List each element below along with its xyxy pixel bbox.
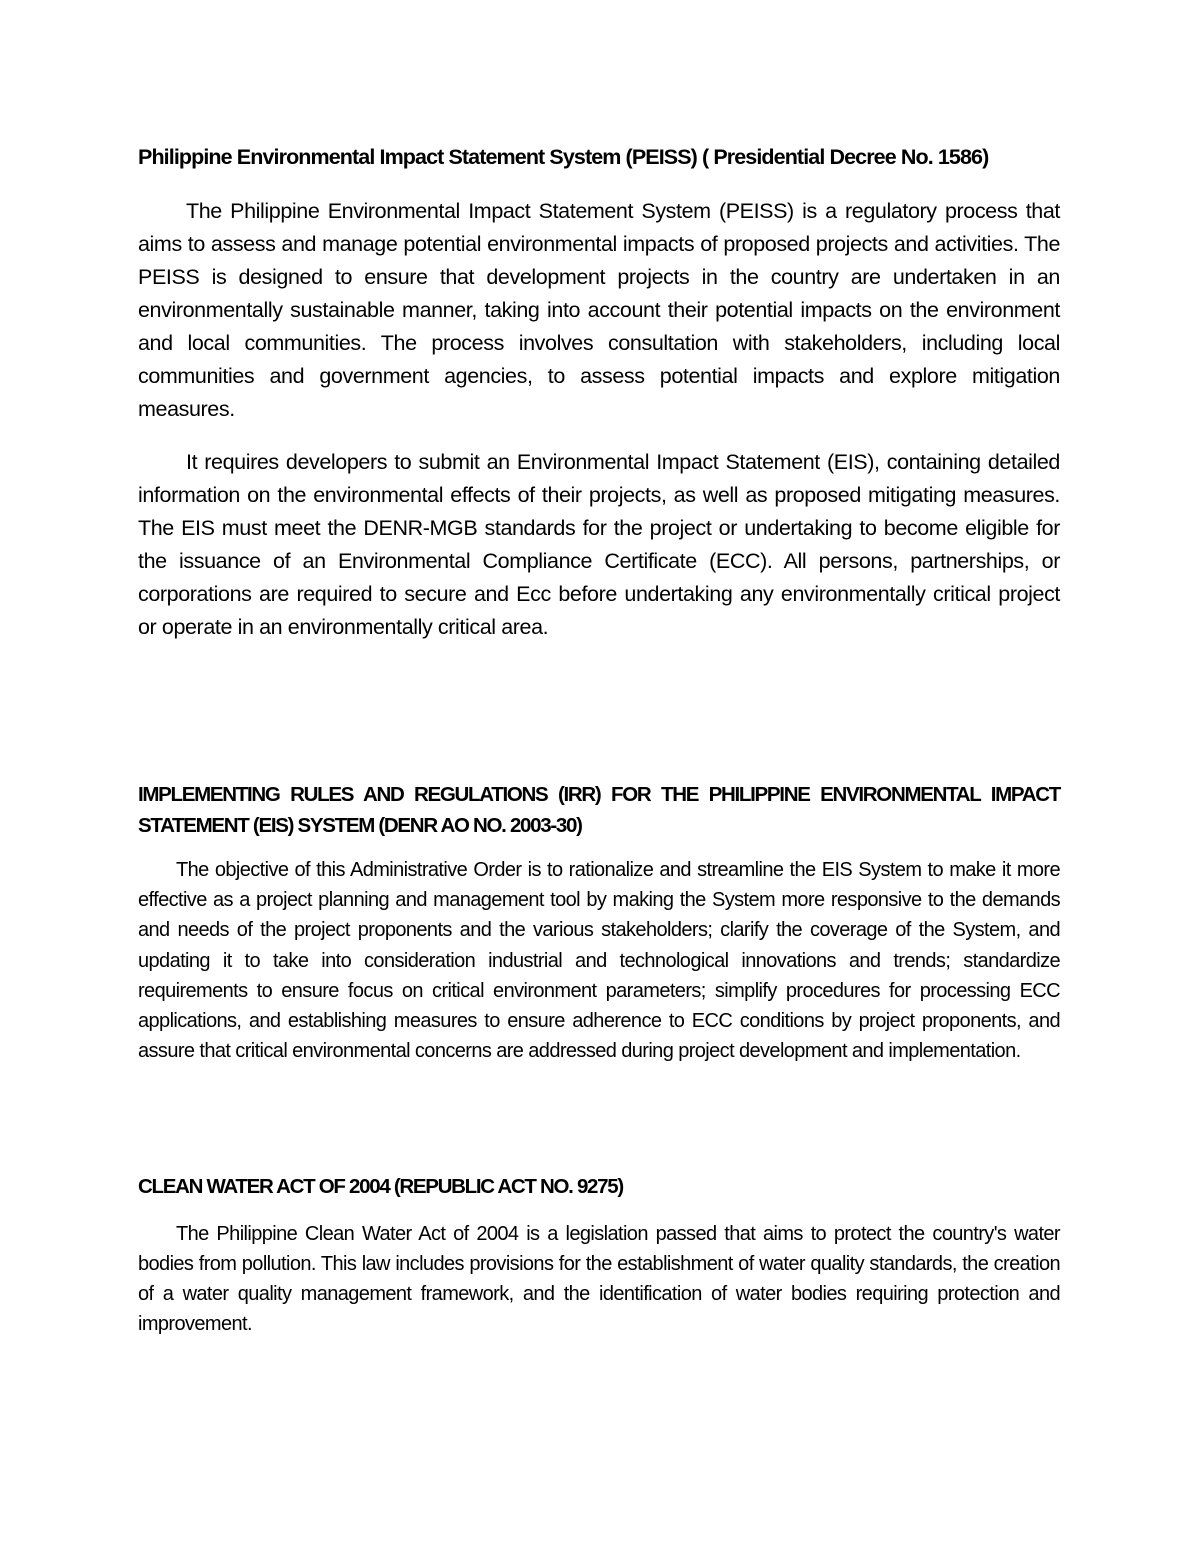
clean-water-act-section [138,1172,1060,1339]
peiss-paragraph-2: It requires developers to submit an Environmental Impact Statement (EIS), containing detailed information on the environmental effects of their projects, as well as proposed mitigating measures. The EIS must meet the DENR-MGB standards for the project or undertaking to become eligible for the issuance of an Environmental Compliance Certificate (ECC). All persons, partnerships, or corporations are required to secure and Ecc before undertaking any environmentally critical project or operate in an environmentally critical area. [138,450,1060,639]
irr-section [138,780,1060,1066]
peiss-heading: Philippine Environmental Impact Statement System (PEISS) ( Presidential Decree No. 1586) [138,145,989,169]
peiss-section [138,141,1060,644]
irr-paragraph: The objective of this Administrative Order is to rationalize and streamline the EIS System to make it more effective as a project planning and management tool by making the System more responsive to the demands and needs of the project proponents and the various stakeholders; clarify the coverage of the System, and updating it to take into consideration industrial and technological innovations and trends; standardize requirements to ensure focus on critical environment parameters; simplify procedures for processing ECC applications, and establishing measures to ensure adherence to ECC conditions by project proponents, and assure that critical environmental concerns are addressed during project development and implementation. [138,859,1060,1063]
peiss-paragraph-1: The Philippine Environmental Impact Statement System (PEISS) is a regulatory process that aims to assess and manage potential environmental impacts of proposed projects and activities. The PEISS is designed to ensure that development projects in the country are undertaken in an environmentally sustainable manner, taking into account their potential impacts on the environment and local communities. The process involves consultation with stakeholders, including local communities and government agencies, to assess potential impacts and explore mitigation measures. [138,199,1060,421]
clean-water-act-paragraph: The Philippine Clean Water Act of 2004 is a legislation passed that aims to protect the country's water bodies from pollution. This law includes provisions for the establishment of water quality standards, the creation of a water quality management framework, and the identification of water bodies requiring protection and improvement. [138,1222,1060,1336]
clean-water-act-heading: CLEAN WATER ACT OF 2004 (REPUBLIC ACT NO. 9275) [138,1175,623,1198]
irr-heading: IMPLEMENTING RULES AND REGULATIONS (IRR) FOR THE PHILIPPINE ENVIRONMENTAL IMPACT STATEMENT (EIS) SYSTEM (DENR AO NO. 2003-30) [138,783,1060,837]
